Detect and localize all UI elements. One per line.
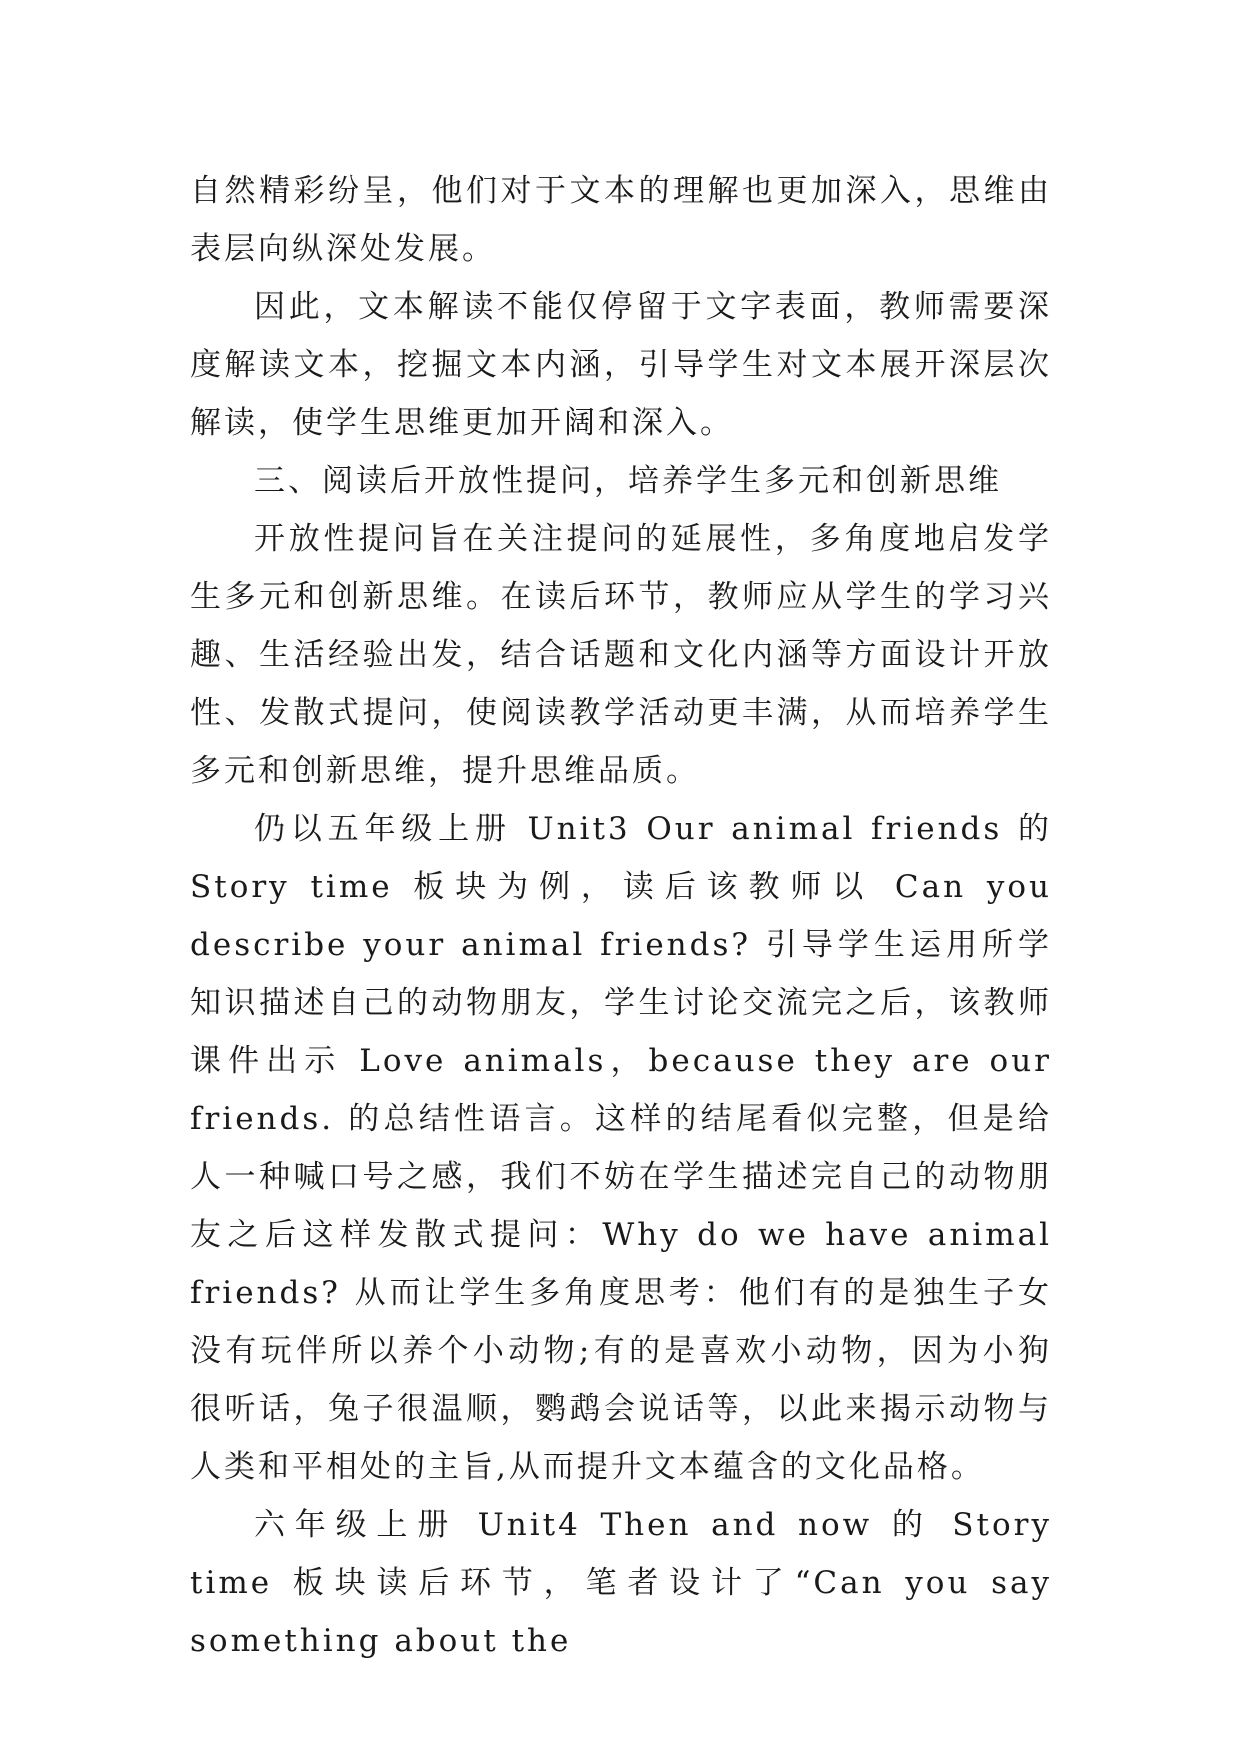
section-heading: 三、阅读后开放性提问，培养学生多元和创新思维 [254,463,1002,499]
document-page [190,162,1052,1670]
paragraph-2: 因此，文本解读不能仅停留于文字表面，教师需要深度解读文本，挖掘文本内涵，引导学生对文本展开深层次解读，使学生思维更加开阔和深入。 [190,289,1052,441]
paragraph-3: 开放性提问旨在关注提问的延展性，多角度地启发学生多元和创新思维。在读后环节，教师应从学生的学习兴趣、生活经验出发，结合话题和文化内涵等方面设计开放性、发散式提问，使阅读教学活动更丰满，从而培养学生多元和创新思维，提升思维品质。 [190,521,1052,789]
paragraph-4: 仍以五年级上册 Unit3 Our animal friends 的 Story time 板块为例，读后该教师以 Can you describe your animal friends? 引导学生运用所学知识描述自己的动物朋友，学生讨论交流完之后，该教师课件出示 Love animals，because they are our friends. 的总结性语言。这样的结尾看似完整，但是给人一种喊口号之感，我们不妨在学生描述完自己的动物朋友之后这样发散式提问：Why do we have animal friends? 从而让学生多角度思考：他们有的是独生子女没有玩伴所以养个小动物;有的是喜欢小动物，因为小狗很听话，兔子很温顺，鹦鹉会说话等，以此来揭示动物与人类和平相处的主旨,从而提升文本蕴含的文化品格。 [190,811,1052,1485]
paragraph-1: 自然精彩纷呈，他们对于文本的理解也更加深入，思维由表层向纵深处发展。 [190,173,1052,267]
paragraph-5: 六年级上册 Unit4 Then and now 的 Story time 板块读后环节，笔者设计了“Can you say something about the [190,1507,1052,1659]
